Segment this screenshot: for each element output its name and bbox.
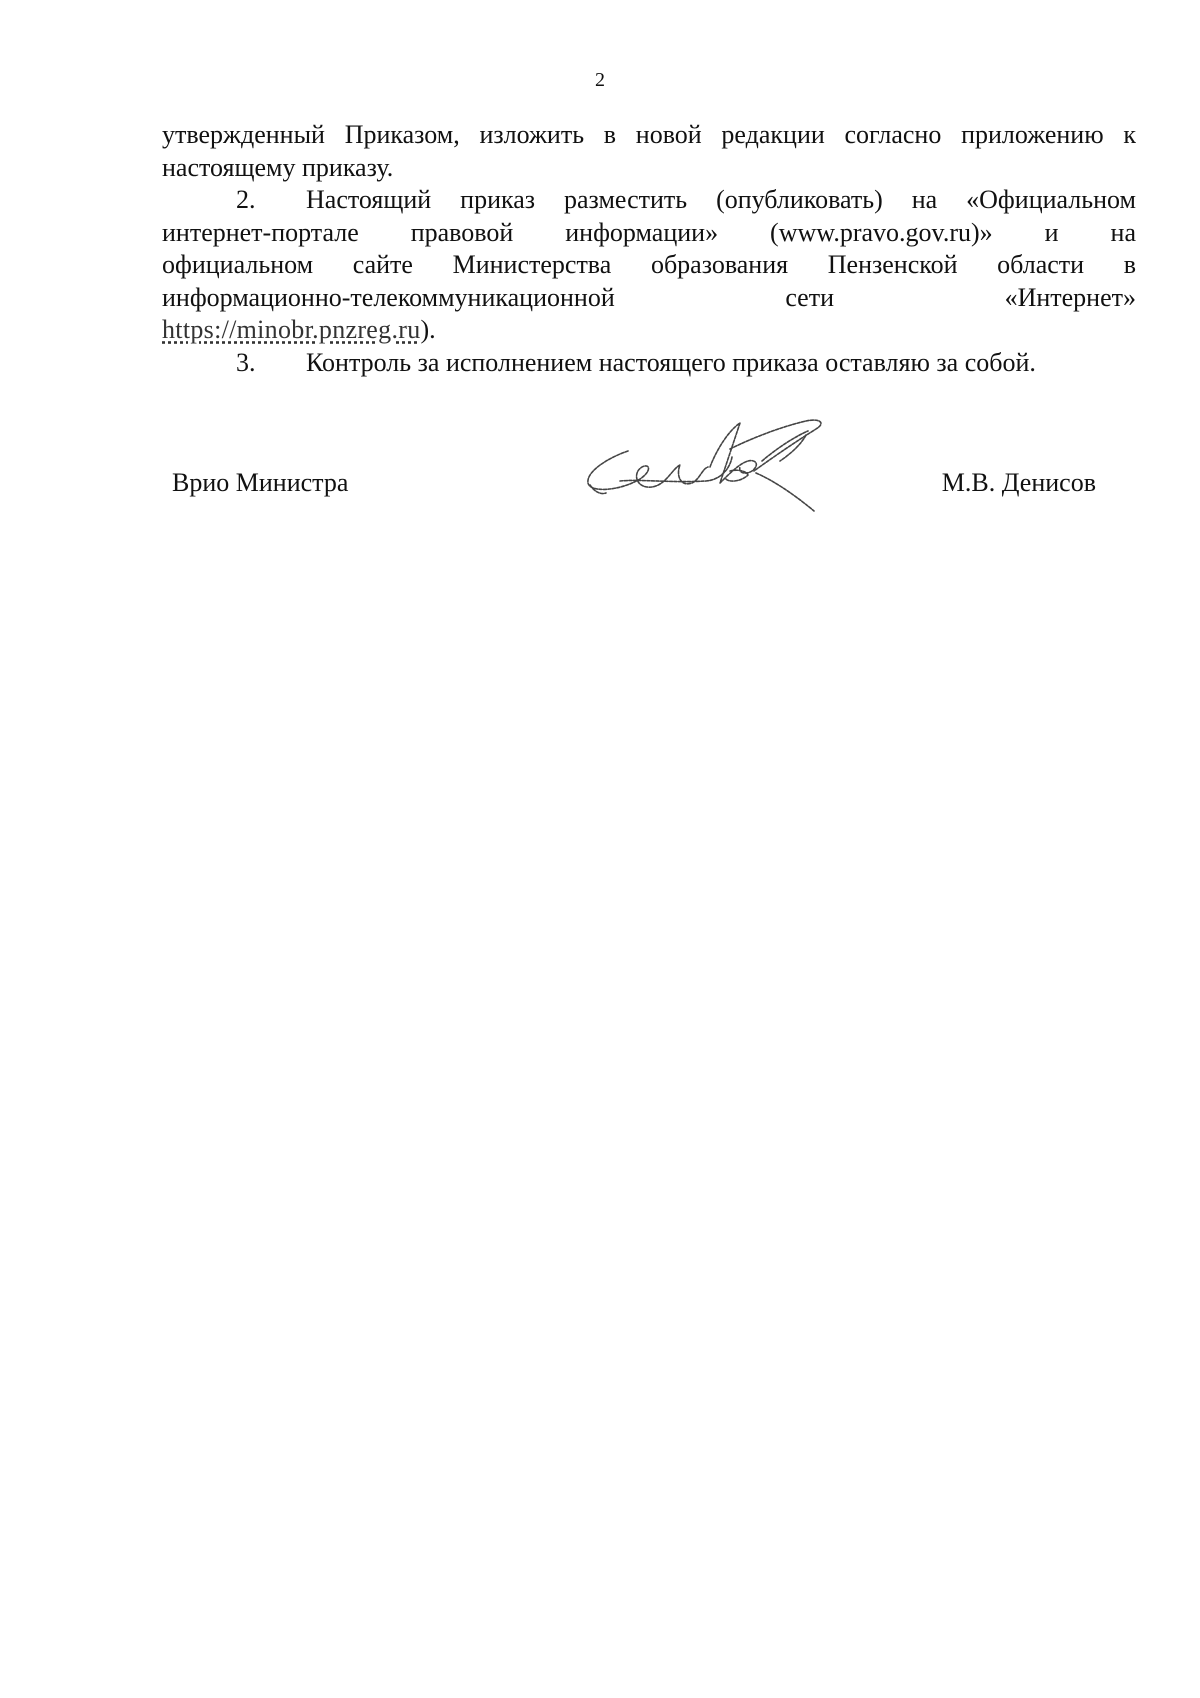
item-2-text-line-1: Настоящий приказ разместить (опубликовать) на «Официальном (306, 185, 1136, 214)
signer-name: М.В. Денисов (941, 468, 1096, 497)
item-2-line-5 (162, 314, 1136, 347)
item-2-line-2: интернет-портале правовой информации» (www.pravo.gov.ru)» и на (162, 217, 1136, 247)
signer-position: Врио Министра (172, 468, 349, 497)
item-2-number: 2. (236, 185, 256, 214)
item-3-number: 3. (236, 347, 256, 377)
item-2-link-suffix: ). (420, 315, 436, 344)
paragraph-1-line-2: настоящему приказу. (162, 152, 394, 182)
item-3-text: Контроль за исполнением настоящего приказа оставляю за собой. (306, 347, 1036, 377)
handwritten-signature (580, 409, 850, 519)
document-body (162, 119, 1136, 379)
item-3-line (162, 347, 1136, 380)
item-2-line-1 (162, 184, 1136, 217)
item-2-line-3: официальном сайте Министерства образования Пензенской области в (162, 250, 1136, 279)
paragraph-1-line-1: утвержденный Приказом, изложить в новой редакции согласно приложению к (162, 120, 1136, 149)
item-2-line-4: информационно-телекоммуникационной сети «Интернет» (162, 282, 1136, 312)
ministry-website-link[interactable]: https://minobr.pnzreg.ru (162, 315, 421, 344)
page-number: 2 (595, 69, 605, 91)
